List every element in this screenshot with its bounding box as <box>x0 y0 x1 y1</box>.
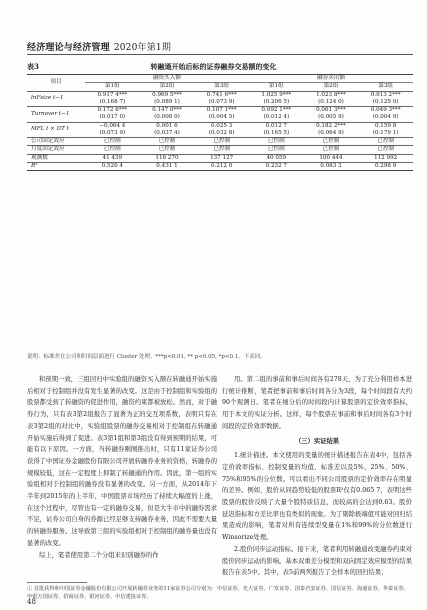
row-label: Turnover t−1 <box>27 107 85 123</box>
table-cell: 0.083 3 <box>304 162 359 170</box>
table-cell: 已控制 <box>85 146 140 154</box>
se-cell: (0.125 0) <box>372 98 399 105</box>
coef-cell: −0.064 4 <box>85 122 140 130</box>
table-label: 表3 <box>27 62 39 71</box>
coef-cell: 0.061 3*** <box>304 107 359 115</box>
table-cell: 已控制 <box>304 138 359 146</box>
table-note: 说明：标准差在公司和时间层面进行 Cluster 处理。***p<0.01, ** p<0.05, *p<0.1。下表同。 <box>27 354 266 360</box>
header-rule <box>27 54 413 55</box>
se-cell: (0.073 9) <box>208 98 235 105</box>
table-cell: 0.431 1 <box>140 162 195 170</box>
coef-cell: 0.049 3*** <box>358 107 413 115</box>
coef-cell: 0.913 2*** <box>358 91 413 99</box>
table-cell: 0.520 4 <box>85 162 140 170</box>
se-cell: (0.168 7) <box>99 98 126 105</box>
se-cell: (0.089 1) <box>154 98 180 105</box>
body-paragraph: 用。第二组的事前和事后时间各有278天，为了充分利用样本进行统计推断，笔者把事前和事后时间各分为3段，每个时间段有大约90个观测日。笔者在细分后的时间段内计算股票的定价效率指标，用于本文的实证分析。这样，每个股票在事前和事后时间各有3个时间段的定价效率数据。 <box>222 376 412 430</box>
se-cell: (0.073 9) <box>99 129 126 136</box>
row-label: MFL t × DT t <box>27 122 85 138</box>
journal-header <box>27 40 171 53</box>
table-cell: 已控制 <box>358 138 413 146</box>
table-cell: 40 059 <box>249 154 304 162</box>
coef-cell: 0.969 5*** <box>140 91 195 99</box>
coef-cell: 1.023 8*** <box>304 91 359 99</box>
se-cell: (0.008 0) <box>154 114 180 121</box>
coef-cell: 0.741 6*** <box>194 91 249 99</box>
se-cell: (0.064 9) <box>318 129 344 136</box>
group-header-short-selling: 融券卖出额 <box>249 75 413 83</box>
se-cell: (0.206 5) <box>263 98 290 105</box>
table-cell: 已控制 <box>194 138 249 146</box>
table-cell: 0.232 7 <box>249 162 304 170</box>
table-cell: 已控制 <box>140 138 195 146</box>
table-cell: 已控制 <box>249 138 304 146</box>
se-cell: (0.032 8) <box>208 129 235 136</box>
column-header: 第1组 <box>104 83 120 90</box>
coef-cell: 0.025 3 <box>194 122 249 130</box>
se-cell: (0.004 5) <box>208 114 235 121</box>
left-column <box>27 374 217 561</box>
group-header-financing: 融资买入额 <box>85 75 249 83</box>
footnote-rule <box>27 582 87 583</box>
table-cell: 已控制 <box>85 138 140 146</box>
table-cell: 118 270 <box>140 154 195 162</box>
body-paragraph: 和预期一致，三组回归中实验组的融资买入额在转融通开始实施后相对于控制组并没有发生显著的改变。这是由于控制组和实验组的股票都受到了转融资的促进作用，融资约束都被放松。然而，对于融券行为，只有表3第2组报告了显著为正的交互项系数，表明只有在表3第2组的对比中，实验组股票的融券交易相对于控制组在转融通开始实施后得到了促进。表3第1组和第3组没有得到预期的结果，可能有以下原因。一方面，当转融券刚刚推出时，只有11家证券公司获得了中国证券金融股份有限公司开展转融券业务的资格，转融券的规模较低，这在一定程度上抑制了转融通的作用。因此，第一组的实验组相对于控制组的融券没有显著的改变。另一方面，从2014年下半年到2015年的上半年，中国股票市场经历了持续大幅度的上涨，在这个过程中，尽管也有一定的融券交易，但是大牛市中的融券需求不足，证券公司自身的券源已经足够支持融券业务，因此不需要大量的转融券服务。这导致第三组的实验组相对于控制组的融券量也没有显著的改变。 <box>27 376 217 547</box>
coef-cell: 0.917 4*** <box>85 91 140 99</box>
table-title: 转融通开始后标的证券融券交易额的变化 <box>150 62 277 71</box>
coef-cell: 1.025 9*** <box>249 91 304 99</box>
body-paragraph: 1.统计描述。本文使用的变量的统计描述报告在表4中，包括各定价效率指标、控制变量的均值、标准差以及5%、25%、50%、75%和95%的分位数。可以看出不同公司股票的定价效率存在明显的差异。例如，股价从同趋势较低的股票R²仅有0.065 7，表明这些股票的股价反映了大量个股特质信息，而较高的会达到0.63。股价延迟指标和方差比率也有类似的现象。为了剔除极端值可能对回归结果造成的影响，笔者对所有连续型变量在1%和99%的分位数进行Winsorize处理。 <box>222 452 412 542</box>
body-paragraph: 2.股价同步运动指标。接下来，笔者利用转融通改变融券约束对股价同步运动的影响。基本双重差分模型和双向固定效应模型的结果报告在表5中。其中，表5前两列报告了全样本的回归结果； <box>222 545 412 577</box>
coef-cell: 0.092 1*** <box>249 107 304 115</box>
journal-issue: 2020年第1期 <box>113 43 172 53</box>
row-label: lnFsize t−1 <box>27 91 85 107</box>
row-label: 月度固定效应 <box>27 146 85 154</box>
se-cell: (0.179 1) <box>372 129 399 136</box>
column-header: 第1组 <box>268 83 284 90</box>
column-header: 第3组 <box>214 83 230 90</box>
coef-cell: 0.107 1*** <box>194 107 249 115</box>
table-cell: 112 992 <box>358 154 413 162</box>
page-number: 48 <box>27 598 36 606</box>
table-cell: 0.298 9 <box>358 162 413 170</box>
regression-table <box>27 74 413 171</box>
column-header: 第2组 <box>323 83 339 90</box>
coef-cell: 0.159 8 <box>358 122 413 130</box>
se-cell: (0.165 5) <box>263 129 290 136</box>
se-cell: (0.004 9) <box>372 114 399 121</box>
row-label: 观测数 <box>27 154 85 162</box>
item-header: 项目 <box>27 75 85 92</box>
column-header: 第3组 <box>378 83 394 90</box>
se-cell: (0.124 0) <box>318 98 344 105</box>
se-cell: (0.037 4) <box>154 129 180 136</box>
coef-cell: 0.182 2*** <box>304 122 359 130</box>
se-cell: (0.005 9) <box>318 114 344 121</box>
table-cell: 已控制 <box>140 146 195 154</box>
table-cell: 0.212 0 <box>194 162 249 170</box>
table-cell: 已控制 <box>304 146 359 154</box>
right-column <box>222 374 412 579</box>
table-cell: 100 444 <box>304 154 359 162</box>
section-heading: （三）实证结果 <box>294 437 340 445</box>
row-label: R² <box>27 162 85 170</box>
body-paragraph: 综上，笔者使用第二个分组来识别融券的作 <box>39 551 159 559</box>
se-cell: (0.017 0) <box>99 114 126 121</box>
coef-cell: 0.172 6*** <box>85 107 140 115</box>
row-label: 公司固定效应 <box>27 138 85 146</box>
footnote: ① 首批获得和中国证券金融股份有限公司开展转融券业务的11家证券公司分别为：中信证券、光大证券、广发证券、国泰君安证券、国信证券、海通证券、华泰证券、申银万国证券、招商证券、银河证券、中信建投证券。 <box>27 586 409 600</box>
table-cell: 已控制 <box>249 146 304 154</box>
coef-cell: 0.147 0*** <box>140 107 195 115</box>
table-cell: 已控制 <box>358 146 413 154</box>
column-header: 第2组 <box>159 83 175 90</box>
coef-cell: 0.012 7 <box>249 122 304 130</box>
table-cell: 已控制 <box>194 146 249 154</box>
se-cell: (0.012 4) <box>263 114 290 121</box>
table-cell: 41 439 <box>85 154 140 162</box>
coef-cell: 0.001 6 <box>140 122 195 130</box>
table-cell: 137 127 <box>194 154 249 162</box>
journal-name: 经济理论与经济管理 <box>27 43 110 53</box>
